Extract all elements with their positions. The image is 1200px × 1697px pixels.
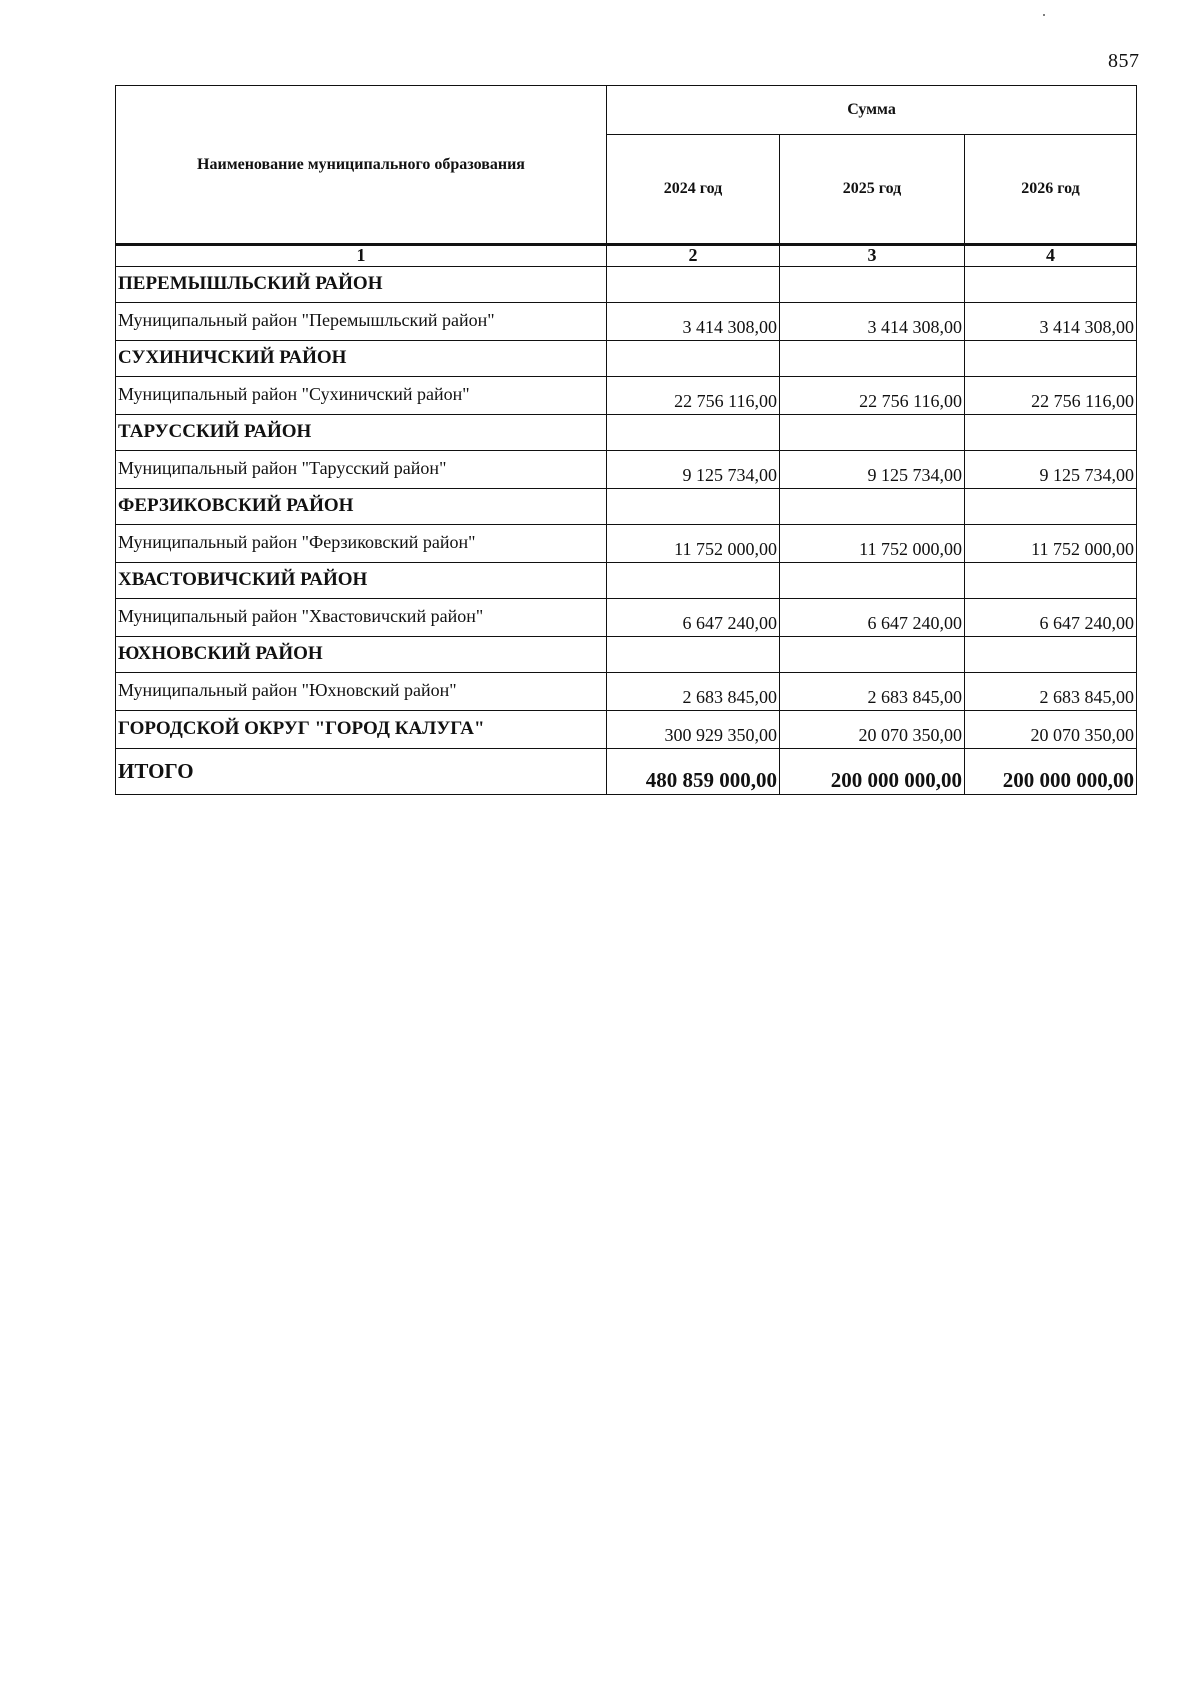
amount-2024: 11 752 000,00 [607,524,780,562]
amount-2026: 2 683 845,00 [965,672,1137,710]
city-district-row [116,710,1137,748]
district-name: ЮХНОВСКИЙ РАЙОН [116,636,607,672]
district-row [116,340,1137,376]
district-name: СУХИНИЧСКИЙ РАЙОН [116,340,607,376]
empty-cell [780,266,965,302]
header-sum-group: Сумма [607,86,1137,135]
city-district-name: ГОРОДСКОЙ ОКРУГ "ГОРОД КАЛУГА" [116,710,607,748]
amount-2024: 22 756 116,00 [607,376,780,414]
municipality-row [116,672,1137,710]
amount-2026: 20 070 350,00 [965,710,1137,748]
amount-2024: 6 647 240,00 [607,598,780,636]
amount-2025: 9 125 734,00 [780,450,965,488]
amount-2025: 22 756 116,00 [780,376,965,414]
amount-2025: 3 414 308,00 [780,302,965,340]
amount-2024: 300 929 350,00 [607,710,780,748]
empty-cell [965,488,1137,524]
total-2026: 200 000 000,00 [965,748,1137,794]
municipality-name: Муниципальный район "Юхновский район" [116,672,607,710]
empty-cell [965,340,1137,376]
amount-2026: 22 756 116,00 [965,376,1137,414]
district-row [116,414,1137,450]
district-row [116,562,1137,598]
column-number: 2 [607,245,780,267]
column-number: 4 [965,245,1137,267]
table-body [116,266,1137,794]
page-number: 857 [1108,50,1140,72]
municipality-name: Муниципальный район "Тарусский район" [116,450,607,488]
district-name: ФЕРЗИКОВСКИЙ РАЙОН [116,488,607,524]
amount-2025: 6 647 240,00 [780,598,965,636]
total-row [116,748,1137,794]
empty-cell [607,414,780,450]
municipality-name: Муниципальный район "Хвастовичский район" [116,598,607,636]
municipality-name: Муниципальный район "Перемышльский район" [116,302,607,340]
amount-2024: 2 683 845,00 [607,672,780,710]
municipality-row [116,450,1137,488]
allocation-table-container [115,85,1136,795]
empty-cell [607,636,780,672]
allocation-table [115,85,1137,795]
header-year-2024: 2024 год [607,135,780,245]
municipality-row [116,376,1137,414]
empty-cell [780,636,965,672]
header-row-column-numbers [116,245,1137,267]
header-year-2026: 2026 год [965,135,1137,245]
empty-cell [607,562,780,598]
empty-cell [607,340,780,376]
empty-cell [780,414,965,450]
empty-cell [607,266,780,302]
empty-cell [780,340,965,376]
header-year-2025: 2025 год [780,135,965,245]
municipality-row [116,524,1137,562]
empty-cell [780,488,965,524]
municipality-row [116,598,1137,636]
amount-2026: 9 125 734,00 [965,450,1137,488]
amount-2026: 3 414 308,00 [965,302,1137,340]
district-name: ТАРУССКИЙ РАЙОН [116,414,607,450]
amount-2025: 20 070 350,00 [780,710,965,748]
amount-2025: 11 752 000,00 [780,524,965,562]
municipality-row [116,302,1137,340]
municipality-name: Муниципальный район "Ферзиковский район" [116,524,607,562]
empty-cell [965,562,1137,598]
column-number: 3 [780,245,965,267]
empty-cell [780,562,965,598]
district-row [116,266,1137,302]
amount-2024: 9 125 734,00 [607,450,780,488]
total-2025: 200 000 000,00 [780,748,965,794]
empty-cell [607,488,780,524]
amount-2026: 6 647 240,00 [965,598,1137,636]
scan-artifact [1043,14,1045,16]
amount-2026: 11 752 000,00 [965,524,1137,562]
empty-cell [965,266,1137,302]
district-name: ПЕРЕМЫШЛЬСКИЙ РАЙОН [116,266,607,302]
table-header [116,86,1137,267]
district-row [116,636,1137,672]
amount-2024: 3 414 308,00 [607,302,780,340]
district-name: ХВАСТОВИЧСКИЙ РАЙОН [116,562,607,598]
total-2024: 480 859 000,00 [607,748,780,794]
header-row-sum [116,86,1137,135]
header-name-column: Наименование муниципального образования [116,86,607,245]
total-label: ИТОГО [116,748,607,794]
municipality-name: Муниципальный район "Сухиничский район" [116,376,607,414]
column-number: 1 [116,245,607,267]
amount-2025: 2 683 845,00 [780,672,965,710]
empty-cell [965,636,1137,672]
empty-cell [965,414,1137,450]
district-row [116,488,1137,524]
